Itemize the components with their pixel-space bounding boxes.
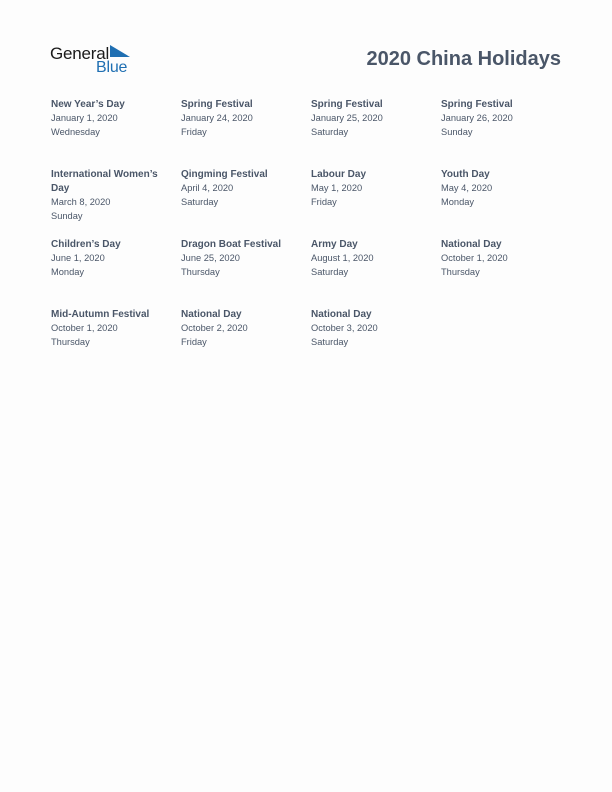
logo-text-blue: Blue (96, 59, 128, 76)
holiday-weekday: Saturday (311, 266, 349, 277)
holiday-date: January 1, 2020 (51, 113, 118, 123)
holiday-date: August 1, 2020 (311, 253, 374, 263)
generalblue-logo (50, 42, 140, 78)
holiday-weekday: Thursday (441, 266, 480, 277)
holiday-item (311, 98, 429, 139)
holiday-item (441, 98, 559, 139)
holiday-item (51, 168, 169, 223)
holiday-weekday: Monday (51, 266, 85, 277)
holiday-item (51, 308, 169, 349)
holiday-item (311, 238, 429, 279)
holiday-name: Labour Day (311, 169, 367, 180)
holiday-item (181, 238, 299, 279)
holiday-item (441, 238, 559, 279)
holiday-weekday: Monday (441, 196, 475, 207)
holiday-name: National Day (311, 309, 372, 320)
holiday-weekday: Saturday (181, 196, 219, 207)
page-title: 2020 China Holidays (366, 48, 561, 70)
holiday-date: June 1, 2020 (51, 253, 105, 263)
holiday-name: Qingming Festival (181, 169, 268, 180)
holiday-name: National Day (181, 309, 242, 320)
holiday-name: Children’s Day (51, 239, 121, 250)
holiday-item (51, 238, 169, 279)
holiday-item (311, 308, 429, 349)
holiday-date: October 2, 2020 (181, 323, 248, 333)
holiday-weekday: Friday (311, 196, 337, 207)
holiday-item (51, 98, 169, 139)
holiday-date: October 1, 2020 (441, 253, 508, 263)
holiday-weekday: Wednesday (51, 126, 100, 137)
holiday-weekday: Sunday (441, 126, 473, 137)
holiday-weekday: Friday (181, 126, 207, 137)
holiday-name: Dragon Boat Festival (181, 239, 282, 250)
holiday-date: October 1, 2020 (51, 323, 118, 333)
holiday-date: January 26, 2020 (441, 113, 513, 123)
holiday-weekday: Saturday (311, 336, 349, 347)
holiday-name: Mid-Autumn Festival (51, 309, 150, 320)
holiday-weekday: Friday (181, 336, 207, 347)
holiday-date: June 25, 2020 (181, 253, 240, 263)
holiday-item (311, 168, 429, 209)
logo-triangle-icon (110, 45, 130, 59)
holiday-weekday: Sunday (51, 210, 83, 221)
holiday-name: Spring Festival (441, 99, 513, 110)
holiday-name: Youth Day (441, 169, 490, 180)
holiday-name: Spring Festival (181, 99, 253, 110)
holiday-name: New Year’s Day (51, 99, 125, 110)
holiday-date: January 25, 2020 (311, 113, 383, 123)
holiday-name: International Women’s Day (51, 169, 158, 194)
holiday-item (181, 98, 299, 139)
holiday-name: National Day (441, 239, 502, 250)
holiday-weekday: Saturday (311, 126, 349, 137)
holiday-date: March 8, 2020 (51, 197, 111, 207)
holiday-item (181, 168, 299, 209)
holiday-name: Army Day (311, 239, 358, 250)
logo-text-general: General (50, 44, 110, 63)
holiday-item (181, 308, 299, 349)
holiday-name: Spring Festival (311, 99, 383, 110)
holiday-date: May 1, 2020 (311, 183, 363, 193)
holiday-weekday: Thursday (181, 266, 220, 277)
holiday-weekday: Thursday (51, 336, 90, 347)
holiday-date: October 3, 2020 (311, 323, 378, 333)
holiday-date: May 4, 2020 (441, 183, 493, 193)
holiday-date: January 24, 2020 (181, 113, 253, 123)
holiday-date: April 4, 2020 (181, 183, 234, 193)
holiday-item (441, 168, 559, 209)
